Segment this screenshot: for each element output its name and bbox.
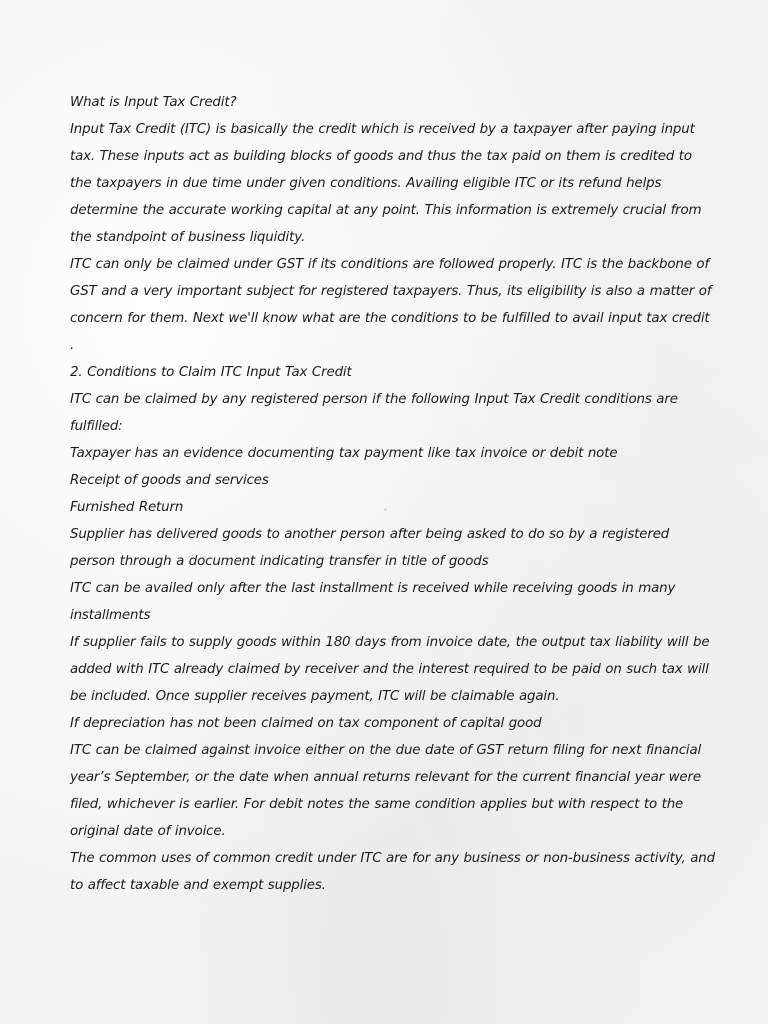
paragraph-itc-definition: Input Tax Credit (ITC) is basically the credit which is received by a taxpayer after paying input tax. These inputs act as building blocks of goods and thus the tax paid on them is credited to the taxpayers in due time under given conditions. Availing eligible ITC or its refund helps determine the accurate working capital at any point. This information is extremely crucial from the standpoint of business liquidity. bbox=[70, 122, 702, 245]
condition-furnished-return: Furnished Return bbox=[70, 500, 184, 515]
condition-180-days: If supplier fails to supply goods within 180 days from invoice date, the output tax liability will be added with ITC already claimed by receiver and the interest required to be paid on such tax will be included. Once supplier receives payment, ITC will be claimable again. bbox=[70, 635, 710, 704]
condition-receipt: Receipt of goods and services bbox=[70, 473, 269, 488]
paper-speck bbox=[384, 508, 387, 511]
condition-evidence: Taxpayer has an evidence documenting tax payment like tax invoice or debit note bbox=[70, 446, 618, 461]
condition-installments: ITC can be availed only after the last installment is received while receiving goods in many installments bbox=[70, 581, 676, 623]
paragraph-itc-gst-conditions: ITC can only be claimed under GST if its conditions are followed properly. ITC is the backbone of GST and a very important subject for registered taxpayers. Thus, its eligibility is also a matter of concern for them. Next we'll know what are the conditions to be fulfilled to avail input tax credit . bbox=[70, 257, 712, 353]
paragraph-conditions-intro: ITC can be claimed by any registered person if the following Input Tax Credit conditions are fulfilled: bbox=[70, 392, 678, 434]
condition-supplier-delivery: Supplier has delivered goods to another person after being asked to do so by a registered person through a document indicating transfer in title of goods bbox=[70, 527, 670, 569]
document-body bbox=[70, 89, 718, 899]
condition-time-limit: ITC can be claimed against invoice either on the due date of GST return filing for next financial year’s September, or the date when annual returns relevant for the current financial year were filed, whichever is earlier. For debit notes the same condition applies but with respect to the original date of invoice. bbox=[70, 743, 702, 839]
heading-what-is-itc: What is Input Tax Credit? bbox=[70, 95, 237, 110]
heading-conditions-to-claim: 2. Conditions to Claim ITC Input Tax Credit bbox=[70, 365, 352, 380]
paragraph-common-uses: The common uses of common credit under ITC are for any business or non-business activity, and to affect taxable and exempt supplies. bbox=[70, 851, 715, 893]
condition-depreciation: If depreciation has not been claimed on tax component of capital good bbox=[70, 716, 542, 731]
